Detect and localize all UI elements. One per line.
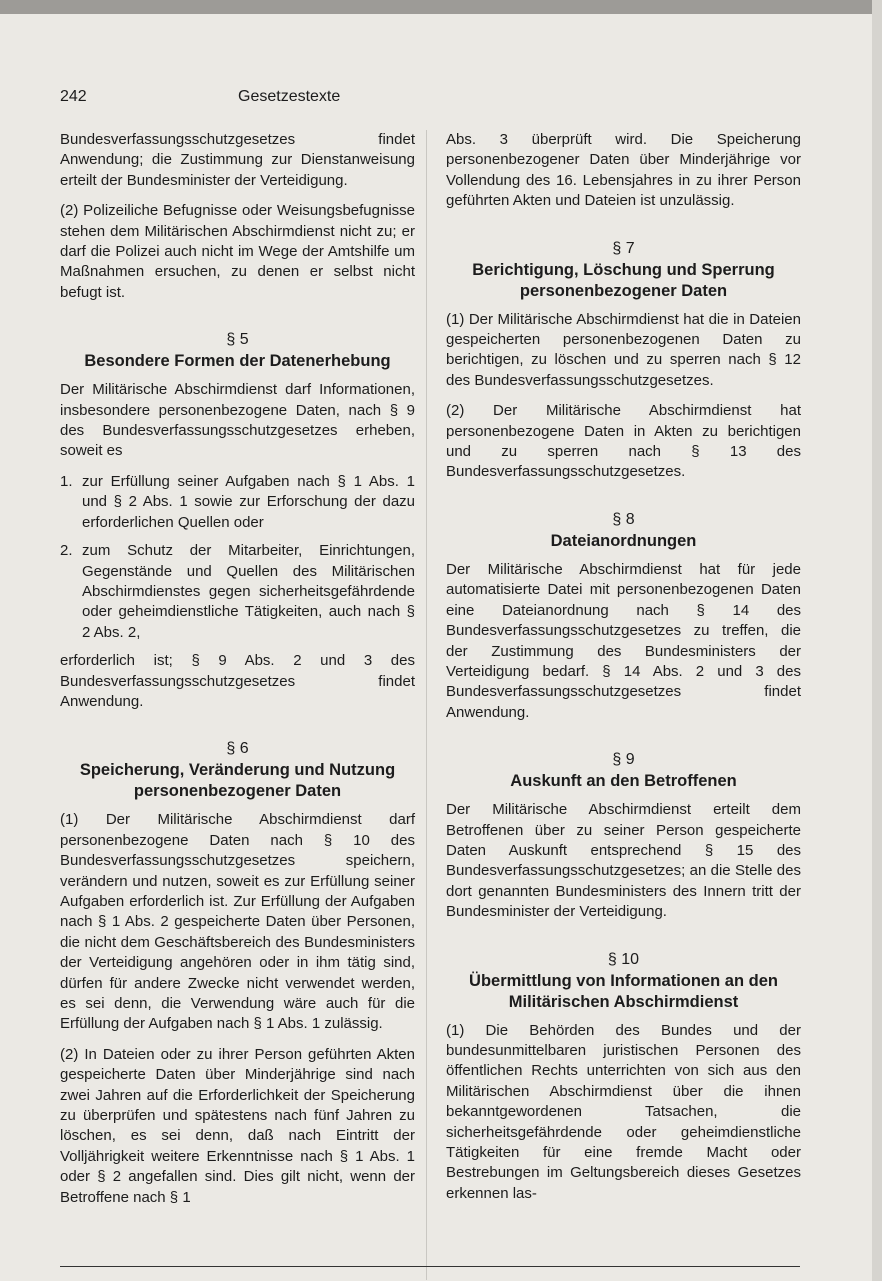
footer-rule [60, 1266, 800, 1267]
section-5-number: § 5 [226, 331, 249, 349]
section-7-paragraph-2: (2) Der Militärische Abschirmdienst hat personenbezogene Daten in Akten zu berichtigen und zu sperren nach § 13 des Bundesverfassungsschutzgesetzes. [446, 402, 801, 481]
section-7-title: Berichtigung, Löschung und Sperrung personenbezogener Daten [472, 260, 775, 300]
section-8-heading [446, 509, 801, 552]
page-number: 242 [60, 88, 87, 105]
section-6-heading [60, 738, 415, 802]
list-item-number: 1. [60, 472, 73, 490]
section-6-number: § 6 [226, 740, 249, 758]
column-gutter [426, 130, 427, 1280]
section-9-title: Auskunft an den Betroffenen [510, 772, 737, 791]
list-item [60, 472, 415, 533]
section-9-paragraph-1: Der Militärische Abschirmdienst erteilt dem Betroffenen über zu seiner Person gespeicherte Daten Auskunft entsprechend § 15 des Bundesverfassungsschutzgesetzes; an die Stelle des dort genannten Bundesministers des Innern tritt der Bundesminister der Verteidigung. [446, 801, 801, 921]
right-column [446, 130, 801, 1214]
section-9-heading [446, 749, 801, 792]
section-5-list [60, 472, 415, 643]
list-item-text: zum Schutz der Mitarbeiter, Einrichtungen, Gegenstände und Quellen des Militärischen Abschirmdienstes gegen sicherheitsgefährdende oder geheimdienstliche Tätigkeiten, auch nach § 2 Abs. 2, [82, 542, 415, 641]
paragraph-intro: Bundesverfassungsschutzgesetzes findet Anwendung; die Zustimmung zur Dienstanweisung erteilt der Bundesminister der Verteidigung. [60, 131, 415, 189]
section-8-title: Dateianordnungen [550, 531, 697, 550]
paragraph-continuation: Abs. 3 überprüft wird. Die Speicherung personenbezogener Daten über Minderjährige vor Vollendung des 16. Lebensjahres in zu ihrer Person geführten Akten und Dateien ist unzulässig. [446, 131, 801, 210]
page-header [60, 88, 780, 112]
left-column [60, 130, 415, 1218]
section-10-heading [446, 949, 801, 1013]
section-6-title: Speicherung, Veränderung und Nutzung personenbezogener Daten [79, 761, 396, 801]
section-10-number: § 10 [607, 950, 640, 968]
section-7-paragraph-1: (1) Der Militärische Abschirmdienst hat die in Dateien gespeicherten personenbezogenen Daten zu berichtigen, zu löschen und zu sperren nach § 12 des Bundesverfassungsschutzgesetzes. [446, 310, 801, 389]
section-10-title: Übermittlung von Informationen an den Militärischen Abschirmdienst [469, 971, 778, 1011]
section-5-heading [60, 329, 415, 372]
paragraph-4-2: (2) Polizeiliche Befugnisse oder Weisungsbefugnisse stehen dem Militärischen Abschirmdienst nicht zu; er darf die Polizei auch nicht im Wege der Amtshilfe um Maßnahmen ersuchen, zu denen er selbst nicht befugt ist. [60, 202, 415, 301]
running-head: Gesetzestexte [238, 88, 341, 105]
section-8-paragraph-1: Der Militärische Abschirmdienst hat für jede automatisierte Datei mit personenbezogenen Daten eine Dateianordnung nach § 14 des Bundesverfassungsschutzgesetzes zu treffen, die der Zustimmung des Bundesministers der Verteidigung bedarf. § 14 Abs. 2 und 3 des Bundesverfassungsschutzgesetzes findet Anwendung. [446, 560, 801, 721]
section-7-number: § 7 [612, 239, 635, 257]
section-8-number: § 8 [612, 510, 635, 528]
section-6-paragraph-2: (2) In Dateien oder zu ihrer Person geführten Akten gespeicherte Daten über Minderjährige sind nach zwei Jahren auf die Erforderlichkeit der Speicherung zu überprüfen und spätestens nach fünf Jahren zu löschen, es sei denn, daß nach Eintritt der Volljährigkeit weitere Erkenntnisse nach § 1 Abs. 1 oder § 2 angefallen sind. Dies gilt nicht, wenn der Betroffene nach § 1 [60, 1045, 415, 1206]
section-5-paragraph-2: erforderlich ist; § 9 Abs. 2 und 3 des Bundesverfassungsschutzgesetzes findet Anwendung. [60, 652, 415, 710]
section-6-paragraph-1: (1) Der Militärische Abschirmdienst darf personenbezogene Daten nach § 10 des Bundesverfassungsschutzgesetzes speichern, verändern und nutzen, soweit es zur Erfüllung seiner Aufgaben erforderlich ist. Zur Erfüllung der Aufgaben nach § 1 Abs. 2 gespeicherte Daten über Personen, die nicht dem Geschäftsbereich des Bundesministers der Verteidigung angehören oder in ihm tätig sind, dürfen für andere Zwecke nicht verwendet werden, es sei denn, die Verwendung wäre auch für die Erfüllung der Aufgaben nach § 1 Abs. 1 zulässig. [60, 811, 415, 1033]
list-item-text: zur Erfüllung seiner Aufgaben nach § 1 Abs. 1 und § 2 Abs. 1 sowie zur Erforschung der dazu erforderlichen Quellen oder [82, 472, 415, 531]
page-top-edge [0, 0, 882, 14]
list-item [60, 541, 415, 643]
page-right-edge [872, 0, 882, 1281]
section-5-paragraph-1: Der Militärische Abschirmdienst darf Informationen, insbesondere personenbezogene Daten, nach § 9 des Bundesverfassungsschutzgesetzes erheben, soweit es [60, 381, 415, 460]
list-item-number: 2. [60, 542, 73, 560]
section-10-paragraph-1: (1) Die Behörden des Bundes und der bundesunmittelbaren juristischen Personen des öffentlichen Rechts unterrichten von sich aus den Militärischen Abschirmdienst über die ihnen bekanntgewordenen Tatsachen, die sicherheitsgefährdende oder geheimdienstliche Tätigkeiten für eine fremde Macht oder Bestrebungen im Geltungsbereich dieses Gesetzes erkennen las- [446, 1021, 801, 1202]
section-9-number: § 9 [612, 751, 635, 769]
section-5-title: Besondere Formen der Datenerhebung [84, 352, 391, 371]
section-7-heading [446, 238, 801, 302]
